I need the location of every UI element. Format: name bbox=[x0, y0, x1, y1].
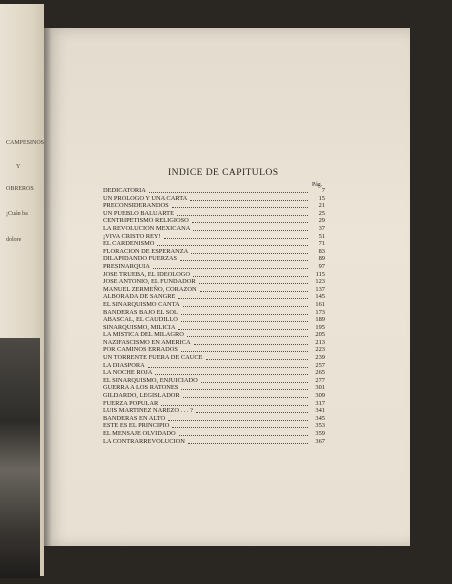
toc-entry-page: 353 bbox=[315, 422, 325, 430]
dot-leader bbox=[193, 229, 308, 231]
toc-entry bbox=[103, 278, 325, 286]
dot-leader bbox=[196, 411, 308, 413]
dot-leader bbox=[168, 419, 308, 421]
toc-entry-label: LA MISTICA DEL MILAGRO bbox=[103, 331, 184, 339]
toc-entry bbox=[103, 339, 325, 347]
dot-leader bbox=[188, 442, 308, 444]
dot-leader bbox=[193, 275, 308, 277]
toc-entry-label: NAZIFASCISMO EN AMERICA bbox=[103, 338, 191, 346]
toc-entry-page: 205 bbox=[315, 331, 325, 339]
toc-entry bbox=[103, 286, 325, 294]
dot-leader bbox=[179, 434, 308, 436]
toc-entry bbox=[103, 430, 325, 438]
toc-entry-page: 341 bbox=[315, 407, 325, 415]
toc-entry-label: LA DIASPORA bbox=[103, 361, 145, 369]
dot-leader bbox=[181, 313, 308, 315]
dot-leader bbox=[149, 191, 308, 193]
toc-entry-label: DEDICATORIA bbox=[103, 187, 146, 194]
dot-leader bbox=[178, 328, 308, 330]
dot-leader bbox=[190, 199, 308, 201]
dot-leader bbox=[153, 267, 308, 269]
toc-entry bbox=[103, 210, 325, 218]
toc-entry bbox=[103, 354, 325, 362]
toc-entry-label: FUERZA POPULAR bbox=[103, 399, 159, 407]
dot-leader bbox=[172, 426, 308, 428]
toc-entry-page: 89 bbox=[318, 255, 325, 263]
toc-entry-page: 161 bbox=[315, 300, 325, 308]
toc-entry-label: UN PUEBLO BALUARTE bbox=[103, 209, 174, 217]
toc-entry-page: 25 bbox=[318, 209, 325, 217]
left-page-line: ¡Cuán ba bbox=[6, 211, 28, 217]
toc-entry-page: 265 bbox=[315, 369, 325, 377]
toc-entry-label: GILDARDO, LEGISLADOR bbox=[103, 392, 180, 400]
toc-entry bbox=[103, 316, 325, 324]
dot-leader bbox=[187, 335, 308, 337]
toc-entry-label: JOSE ANTONIO, EL FUNDADOR bbox=[103, 278, 196, 286]
toc-entry bbox=[103, 248, 325, 256]
toc-entry bbox=[103, 217, 325, 225]
toc-entry-label: POR CAMINOS ERRADOS bbox=[103, 346, 178, 354]
toc-entry-page: 29 bbox=[318, 217, 325, 225]
toc-entry bbox=[103, 346, 325, 354]
toc-entry bbox=[103, 195, 325, 203]
toc-entry bbox=[103, 293, 325, 301]
toc-entry bbox=[103, 309, 325, 317]
toc-entry-page: 367 bbox=[315, 437, 325, 445]
dot-leader bbox=[161, 404, 308, 406]
dot-leader bbox=[181, 320, 308, 322]
toc-entry-page: 239 bbox=[315, 354, 325, 362]
toc-entry-page: 359 bbox=[315, 430, 325, 437]
toc-entry bbox=[103, 255, 325, 263]
toc-entry-page: 195 bbox=[315, 323, 325, 331]
toc-entry-page: 137 bbox=[315, 285, 325, 293]
dot-leader bbox=[148, 366, 308, 368]
dot-leader bbox=[192, 221, 308, 223]
toc-entry bbox=[103, 400, 325, 408]
dot-leader bbox=[191, 252, 308, 254]
toc-entry-page: 301 bbox=[315, 384, 325, 392]
toc-entry-page: 21 bbox=[318, 202, 325, 210]
toc-entry-label: EL CARDENISMO bbox=[103, 240, 155, 248]
toc-entry-label: DILAPIDANDO FUERZAS bbox=[103, 255, 178, 263]
toc-entry-label: LA CONTRARREVOLUCION bbox=[103, 437, 185, 445]
toc-entry-label: EL MENSAJE OLVIDADO bbox=[103, 430, 176, 437]
dot-leader bbox=[172, 206, 308, 208]
toc-entry-page: 97 bbox=[318, 262, 325, 270]
toc-list bbox=[103, 187, 325, 445]
toc-entry-label: LUIS MARTINEZ NAREZO . . . ? bbox=[103, 407, 193, 415]
toc-entry-label: LA REVOLUCION MEXICANA bbox=[103, 224, 191, 232]
toc-entry-page: 213 bbox=[315, 338, 325, 346]
toc-entry-label: MANUEL ZERMEÑO, CORAZON bbox=[103, 285, 197, 293]
toc-title: INDICE DE CAPITULOS bbox=[168, 167, 279, 178]
toc-entry-page: 71 bbox=[318, 240, 325, 248]
toc-entry-page: 115 bbox=[315, 270, 325, 278]
toc-entry bbox=[103, 233, 325, 241]
left-page-line: CAMPESINOS bbox=[6, 140, 45, 146]
dot-leader bbox=[201, 381, 308, 383]
toc-entry-label: JOSE TRUEBA, EL IDEOLOGO bbox=[103, 270, 190, 278]
toc-entry bbox=[103, 324, 325, 332]
toc-entry-page: 123 bbox=[315, 278, 325, 286]
toc-entry bbox=[103, 384, 325, 392]
dot-leader bbox=[155, 373, 308, 375]
toc-entry bbox=[103, 301, 325, 309]
left-page-line: dolore bbox=[6, 237, 22, 243]
toc-entry bbox=[103, 422, 325, 430]
toc-entry bbox=[103, 187, 325, 195]
page-column-header: Pág. bbox=[312, 182, 323, 188]
toc-entry-label: BANDERAS EN ALTO bbox=[103, 414, 166, 422]
toc-entry-label: PRESINARQUIA bbox=[103, 262, 150, 270]
dot-leader bbox=[183, 305, 308, 307]
dot-leader bbox=[199, 282, 308, 284]
toc-entry bbox=[103, 415, 325, 423]
toc-entry bbox=[103, 438, 325, 446]
left-page-line: Y bbox=[16, 164, 21, 170]
dot-leader bbox=[194, 343, 308, 345]
dot-leader bbox=[183, 396, 308, 398]
toc-entry-label: ESTE ES EL PRINCIPIO bbox=[103, 422, 170, 430]
toc-entry-label: UN TORRENTE FUERA DE CAUCE bbox=[103, 354, 203, 362]
dot-leader bbox=[164, 237, 308, 239]
toc-entry-label: FLORACION DE ESPERANZA bbox=[103, 247, 189, 255]
toc-entry-label: UN PROLOGO Y UNA CARTA bbox=[103, 194, 188, 202]
dot-leader bbox=[181, 388, 308, 390]
toc-entry bbox=[103, 331, 325, 339]
toc-entry bbox=[103, 240, 325, 248]
toc-entry-page: 309 bbox=[315, 392, 325, 400]
toc-entry-label: EL SINARQUISMO, ENJUICIADO bbox=[103, 376, 198, 384]
spine-shadow bbox=[44, 28, 52, 546]
toc-entry-label: GUERRA A LOS RATONES bbox=[103, 384, 179, 392]
toc-entry bbox=[103, 362, 325, 370]
dot-leader bbox=[177, 214, 308, 216]
toc-entry-page: 223 bbox=[315, 346, 325, 354]
dot-leader bbox=[200, 290, 308, 292]
dot-leader bbox=[181, 350, 308, 352]
toc-entry-page: 189 bbox=[315, 316, 325, 324]
toc-entry-page: 7 bbox=[321, 187, 325, 194]
toc-entry-page: 173 bbox=[315, 308, 325, 316]
toc-entry-page: 257 bbox=[315, 361, 325, 369]
toc-entry-label: BANDERAS BAJO EL SOL bbox=[103, 308, 178, 316]
toc-entry bbox=[103, 263, 325, 271]
toc-entry-label: EL SINARQUISMO CANTA bbox=[103, 300, 180, 308]
toc-entry bbox=[103, 225, 325, 233]
dot-leader bbox=[178, 297, 308, 299]
toc-entry bbox=[103, 271, 325, 279]
dot-leader bbox=[180, 259, 308, 261]
dot-leader bbox=[157, 244, 308, 246]
left-page-photo bbox=[0, 338, 40, 578]
dot-leader bbox=[206, 358, 308, 360]
toc-entry-page: 317 bbox=[315, 399, 325, 407]
toc-entry-label: SINARQUISMO, MILICIA bbox=[103, 323, 176, 331]
toc-entry-page: 345 bbox=[315, 414, 325, 422]
toc-entry-label: LA NOCHE ROJA bbox=[103, 369, 153, 377]
toc-entry bbox=[103, 392, 325, 400]
toc-entry bbox=[103, 369, 325, 377]
toc-entry-page: 83 bbox=[318, 247, 325, 255]
toc-entry-label: PRECONSIDERANDOS bbox=[103, 202, 169, 210]
toc-entry-page: 15 bbox=[318, 194, 325, 202]
left-page-line: OBREROS bbox=[6, 186, 34, 192]
toc-entry-label: CENTRIPETISMO RELIGIOSO bbox=[103, 217, 189, 225]
toc-entry-page: 51 bbox=[318, 232, 325, 240]
toc-entry bbox=[103, 377, 325, 385]
toc-entry-page: 37 bbox=[318, 224, 325, 232]
toc-entry bbox=[103, 407, 325, 415]
toc-entry bbox=[103, 202, 325, 210]
toc-entry-label: ¡VIVA CRISTO REY! bbox=[103, 232, 161, 240]
toc-entry-page: 277 bbox=[315, 376, 325, 384]
toc-entry-label: ALBORADA DE SANGRE bbox=[103, 293, 176, 301]
toc-entry-label: ABASCAL, EL CAUDILLO bbox=[103, 316, 178, 324]
toc-entry-page: 145 bbox=[315, 293, 325, 301]
